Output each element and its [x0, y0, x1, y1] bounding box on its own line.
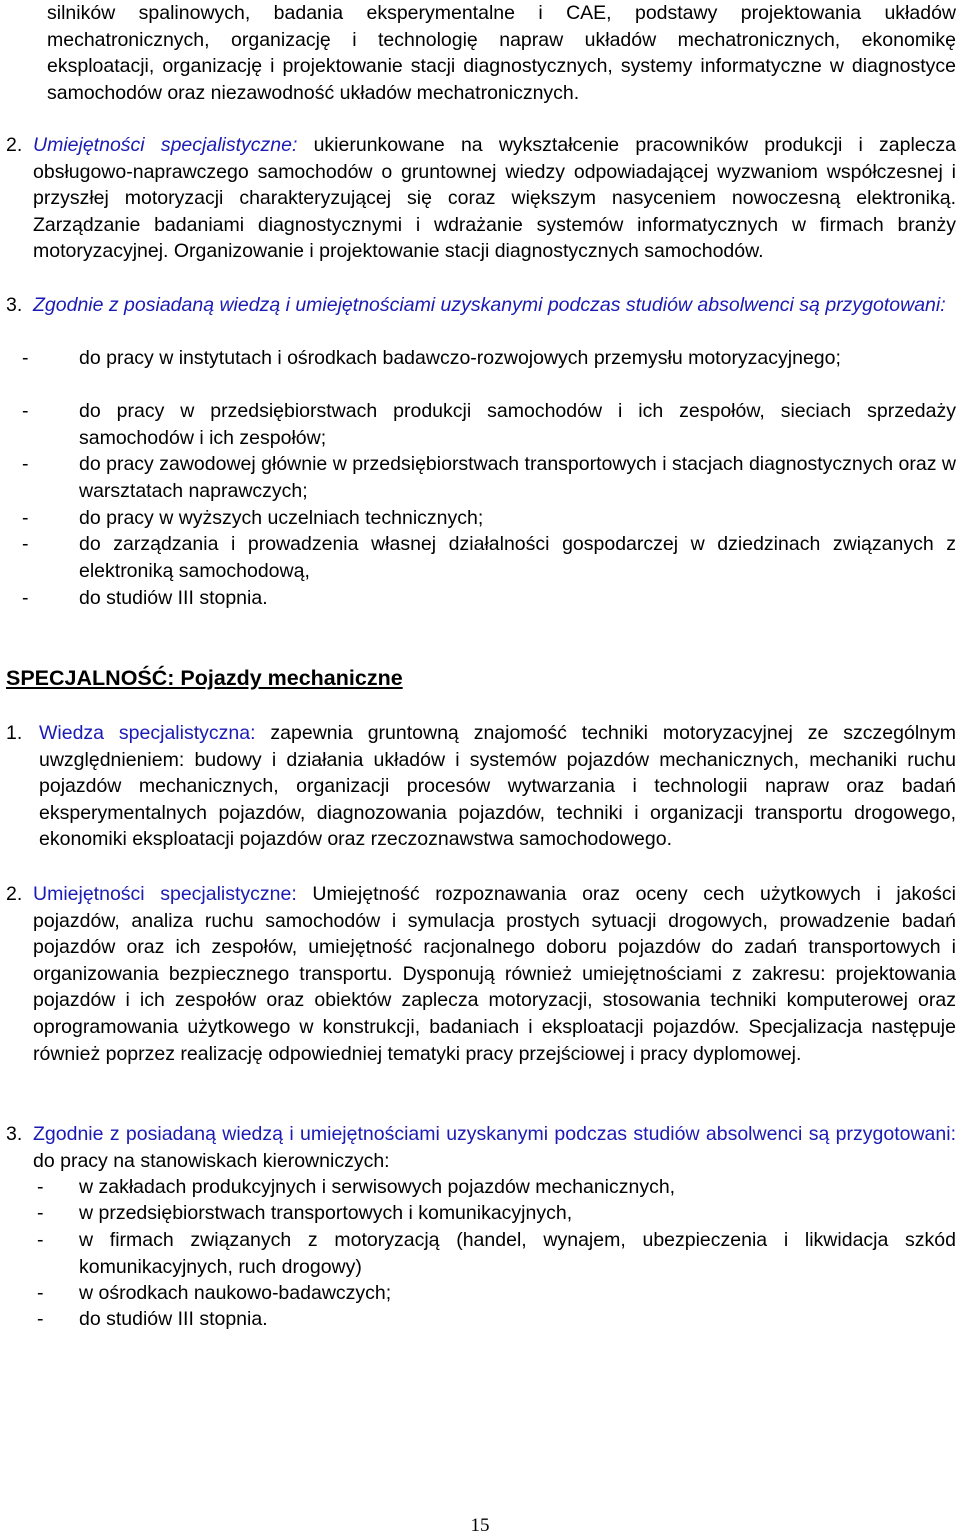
skills2-paragraph	[33, 881, 956, 1067]
intro-paragraph: silników spalinowych, badania eksperymentalne i CAE, podstawy projektowania układów mechatronicznych, organizację i technologię napraw układów mechatronicznych, ekonomikę eksploatacji, organizację i projektowanie stacji diagnostycznych, systemy informatyczne w diagnostyce samochodów oraz niezawodność układów mechatronicznych.	[47, 2, 956, 104]
skills-label: Umiejętności specjalistyczne:	[33, 134, 298, 156]
knowledge-text: zapewnia gruntowną znajomość techniki motoryzacyjnej ze szczególnym uwzględnieniem: budowy i działania układów i systemów pojazdów mechanicznych, mechaniki ruchu pojazdów mechanicznych, organizacji procesów wytwarzania i technologii napraw oraz badań eksperymentalnych pojazdów, diagnozowania pojazdów, techniki i organizacji transportu drogowego, ekonomiki eksploatacji pojazdów oraz rzeczoznawstwa samochodowego.	[39, 722, 957, 851]
skills-text: ukierunkowane na wykształcenie pracowników produkcji i zaplecza obsługowo-naprawczego samochodów o gruntownej wiedzy odpowiadającej wyzwaniom współczesnej i przyszłej motoryzacji charakteryzującej się coraz większym nasyceniem nowoczesną elektroniką. Zarządzanie badaniami diagnostycznymi i wdrażanie systemów informatycznych w firmach branży motoryzacyjnej. Organizowanie i projektowanie stacji diagnostycznych samochodów.	[33, 134, 956, 263]
list-item: - w zakładach produkcyjnych i serwisowych pojazdów mechanicznych,	[37, 1176, 676, 1198]
list-item: - do zarządzania i prowadzenia własnej działalności gospodarczej w dziedzinach związanych z elektroniką samochodową,	[22, 533, 956, 582]
list-item: - w firmach związanych z motoryzacją (handel, wynajem, ubezpieczenia i likwidacja szkód komunikacyjnych, ruch drogowy)	[37, 1229, 956, 1278]
list-item: - do pracy zawodowej głównie w przedsiębiorstwach transportowych i stacjach diagnostycznych oraz w warsztatach naprawczych;	[22, 453, 956, 502]
list-item: - do studiów III stopnia.	[37, 1308, 268, 1330]
graduates-paragraph	[33, 292, 956, 319]
skills2-label: Umiejętności specjalistyczne:	[33, 883, 297, 905]
list-item: - w ośrodkach naukowo-badawczych;	[37, 1282, 392, 1304]
list-item: - do pracy w instytutach i ośrodkach badawczo-rozwojowych przemysłu motoryzacyjnego;	[22, 347, 841, 369]
graduates-label: Zgodnie z posiadaną wiedzą i umiejętnościami uzyskanymi podczas studiów absolwenci są przygotowani:	[33, 294, 946, 316]
skills2-text: Umiejętność rozpoznawania oraz oceny cech użytkowych i jakości pojazdów, analiza ruchu samochodów i symulacja prostych sytuacji drogowych, prowadzenie badań pojazdów oraz ich zespołów, umiejętność racjonalnego doboru pojazdów do zadań transportowych i organizowania bezpiecznego transportu. Dysponują również umiejętnościami z zakresu: projektowania pojazdów i ich zespołów oraz obiektów zaplecza motoryzacji, stosowania techniki komputerowej oraz oprogramowania użytkowego w konstrukcji, badaniach i eksploatacji pojazdów. Specjalizacja następuje również poprzez realizację odpowiedniej tematyki pracy przejściowej i pracy dyplomowej.	[33, 883, 956, 1065]
knowledge-label: Wiedza specjalistyczna:	[39, 722, 256, 744]
list-item: - do pracy w wyższych uczelniach technicznych;	[22, 507, 484, 529]
item-number: 2.	[6, 883, 23, 905]
graduates2-paragraph	[33, 1121, 956, 1174]
specialty-heading: SPECJALNOŚĆ: Pojazdy mechaniczne	[6, 666, 403, 690]
page-number: 15	[470, 1515, 490, 1536]
knowledge-paragraph	[39, 720, 956, 853]
item-number: 1.	[6, 722, 23, 744]
graduates2-label: Zgodnie z posiadaną wiedzą i umiejętnościami uzyskanymi podczas studiów absolwenci są przygotowani:	[33, 1123, 956, 1145]
graduates2-text: do pracy na stanowiskach kierowniczych:	[33, 1149, 390, 1172]
list-item: - do pracy w przedsiębiorstwach produkcji samochodów i ich zespołów, sieciach sprzedaży samochodów i ich zespołów;	[22, 400, 956, 449]
item-number: 3.	[6, 1123, 23, 1145]
list-item: - w przedsiębiorstwach transportowych i komunikacyjnych,	[37, 1202, 573, 1224]
item-number: 2.	[6, 134, 23, 156]
list-item: - do studiów III stopnia.	[22, 587, 268, 609]
skills-paragraph	[33, 132, 956, 265]
item-number: 3.	[6, 294, 23, 316]
